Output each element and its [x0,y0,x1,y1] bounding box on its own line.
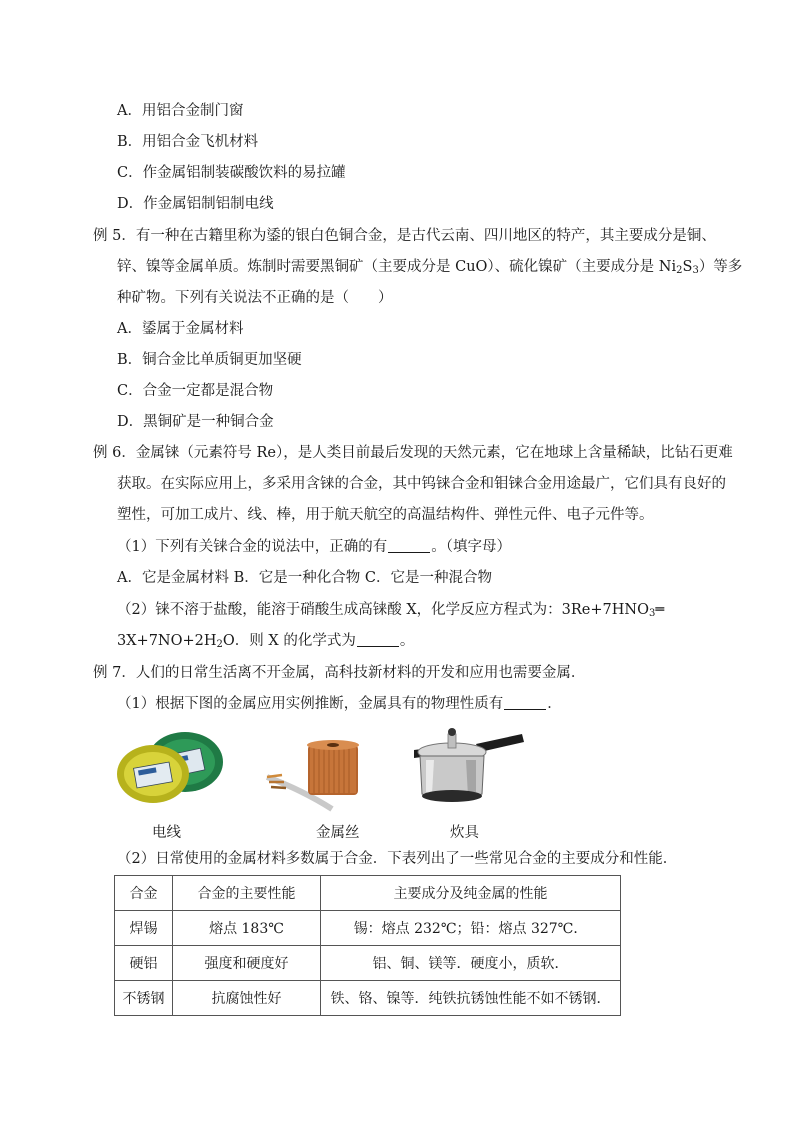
ex5-option-d: D．黑铜矿是一种铜合金 [117,414,274,430]
ex5-line-3: 种矿物。下列有关说法不正确的是（ ） [117,290,393,306]
table-header-row [115,876,621,911]
table-cell: 铝、铜、镁等．硬度小，质软． [321,946,621,981]
ex5-option-a: A．鋈属于金属材料 [117,321,244,337]
ex5-option-b: B．铜合金比单质铜更加坚硬 [117,352,302,368]
table-cell: 不锈钢 [115,981,173,1016]
ex5-option-c: C．合金一定都是混合物 [117,383,274,399]
table-cell: 强度和硬度好 [173,946,321,981]
pressure-cooker-image [410,724,528,808]
ex5-line-1: 例 5．有一种在古籍里称为鋈的银白色铜合金，是古代云南、四川地区的特产，其主要成分是铜、 [93,228,716,244]
q4-option-a: A．用铝合金制门窗 [117,103,244,119]
table-header: 主要成分及纯金属的性能 [321,876,621,911]
ex6-question-1-options: A．它是金属材料 B．它是一种化合物 C．它是一种混合物 [117,570,492,586]
ex6-line-2: 获取。在实际应用上，多采用含铼的合金，其中钨铼合金和钼铼合金用途最广，它们具有良好的 [117,476,726,492]
answer-blank[interactable] [357,632,399,647]
ex7-line-1: 例 7．人们的日常生活离不开金属，高科技新材料的开发和应用也需要金属． [93,665,586,681]
table-header: 合金 [115,876,173,911]
ex6-question-2-line-1: （2）铼不溶于盐酸，能溶于硝酸生成高铼酸 X，化学反应方程式为：$3Re+7HNO_3═$ [117,602,665,619]
answer-blank[interactable] [388,538,430,553]
table-header: 合金的主要性能 [173,876,321,911]
caption-wire: 电线 [152,825,181,841]
table-cell: 硬铝 [115,946,173,981]
ex6-line-1: 例 6．金属铼（元素符号 Re），是人类目前最后发现的天然元素，它在地球上含量稀缺，比钻石更难 [93,445,733,461]
ex6-question-2-line-2: $3X+7NO+2H_2O$．则 X 的化学式为 。 [117,633,415,650]
caption-cookware: 炊具 [450,825,479,841]
ex7-question-2: （2）日常使用的金属材料多数属于合金．下表列出了一些常见合金的主要成分和性能． [117,851,678,867]
caption-metal-wire: 金属丝 [316,825,360,841]
ex5-line-2: 锌、镍等金属单质。炼制时需要黑铜矿（主要成分是 CuO）、硫化镍矿（主要成分是 $Ni_2S_3$）等多 [117,259,743,276]
table-cell: 熔点 183℃ [173,911,321,946]
ex6-line-3: 塑性，可加工成片、线、棒，用于航天航空的高温结构件、弹性元件、电子元件等。 [117,507,654,523]
table-cell: 焊锡 [115,911,173,946]
table-cell: 铁、铬、镍等．纯铁抗锈蚀性能不如不锈钢． [321,981,621,1016]
wire-coils-image [115,728,227,806]
table-row [115,981,621,1016]
alloy-table [114,875,621,1016]
table-cell: 抗腐蚀性好 [173,981,321,1016]
table-cell: 锡：熔点 232℃；铅：熔点 327℃． [321,911,621,946]
answer-blank[interactable] [504,695,546,710]
q4-option-b: B．用铝合金飞机材料 [117,134,259,150]
table-row [115,911,621,946]
q4-option-d: D．作金属铝制铝制电线 [117,196,274,212]
ex7-question-1: （1）根据下图的金属应用实例推断，金属具有的物理性质有 ． [117,696,562,712]
ex6-question-1: （1）下列有关铼合金的说法中，正确的有 。（填字母） [117,539,511,555]
table-row [115,946,621,981]
copper-wire-spool-image [262,735,372,817]
q4-option-c: C．作金属铝制装碳酸饮料的易拉罐 [117,165,346,181]
